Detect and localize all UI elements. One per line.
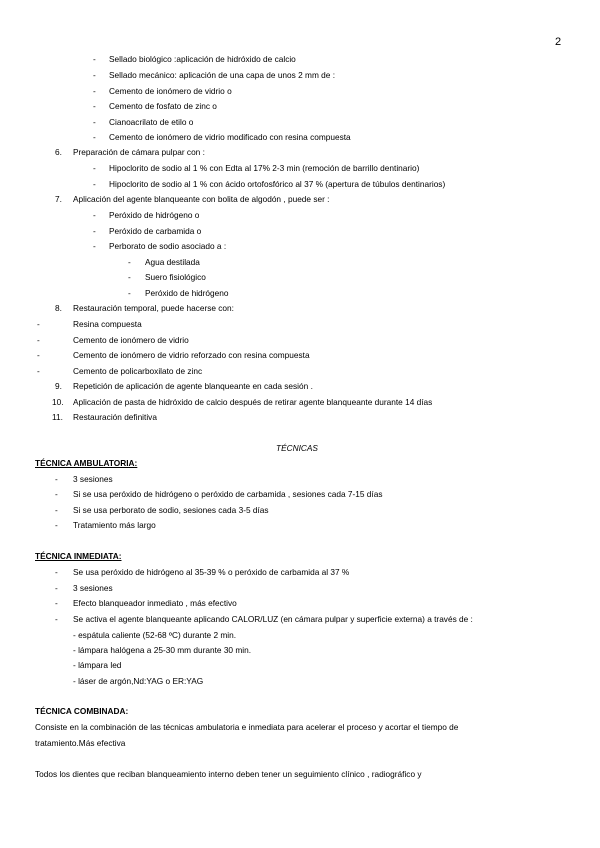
- section-heading: TÉCNICA COMBINADA:: [35, 706, 129, 716]
- list-item: Cemento de ionómero de vidrio: [73, 335, 189, 345]
- bullet-dash: -: [55, 614, 58, 624]
- bullet-dash: -: [93, 54, 96, 64]
- bullet-dash: -: [93, 241, 96, 251]
- step-text: Restauración temporal, puede hacerse con:: [73, 303, 234, 313]
- step-text: Repetición de aplicación de agente blanqueante en cada sesión .: [73, 381, 313, 391]
- bullet-dash: -: [93, 226, 96, 236]
- step-text: Aplicación de pasta de hidróxido de calcio después de retirar agente blanqueante durante 14 días: [73, 397, 433, 407]
- list-item: Cemento de ionómero de vidrio modificado con resina compuesta: [109, 132, 351, 142]
- step-number: 11.: [52, 412, 63, 422]
- bullet-dash: -: [55, 598, 58, 608]
- bullet-dash: -: [37, 335, 40, 345]
- list-item: Cianoacrilato de etilo o: [109, 117, 194, 127]
- section-heading: TÉCNICA INMEDIATA:: [35, 551, 122, 561]
- bullet-dash: -: [37, 319, 40, 329]
- bullet-dash: -: [93, 163, 96, 173]
- list-item: Si se usa peróxido de hidrógeno o peróxido de carbamida , sesiones cada 7-15 días: [73, 489, 383, 499]
- list-item: Se activa el agente blanqueante aplicando CALOR/LUZ (en cámara pulpar y superficie externa) a través de :: [73, 614, 473, 624]
- step-text: Restauración definitiva: [73, 412, 157, 422]
- list-item: Sellado mecánico: aplicación de una capa de unos 2 mm de :: [109, 70, 336, 80]
- sub-list-item: - lámpara led: [73, 660, 122, 670]
- list-item: Cemento de ionómero de vidrio o: [109, 86, 232, 96]
- list-item: Hipoclorito de sodio al 1 % con Edta al 17% 2-3 min (remoción de barrillo dentinario): [109, 163, 420, 173]
- list-item: Cemento de policarboxilato de zinc: [73, 366, 203, 376]
- bullet-dash: -: [93, 132, 96, 142]
- bullet-dash: -: [55, 505, 58, 515]
- step-text: Aplicación del agente blanqueante con bolita de algodón , puede ser :: [73, 194, 330, 204]
- list-item: Perborato de sodio asociado a :: [109, 241, 227, 251]
- bullet-dash: -: [93, 86, 96, 96]
- section-heading: TÉCNICA AMBULATORIA:: [35, 458, 138, 468]
- list-item: Efecto blanqueador inmediato , más efectivo: [73, 598, 237, 608]
- list-item: Cemento de fosfato de zinc o: [109, 101, 217, 111]
- list-item: 3 sesiones: [73, 474, 113, 484]
- list-item: Sellado biológico :aplicación de hidróxido de calcio: [109, 54, 296, 64]
- bullet-dash: -: [93, 117, 96, 127]
- sub-list-item: - lámpara halógena a 25-30 mm durante 30 min.: [73, 645, 252, 655]
- paragraph-line: Consiste en la combinación de las técnicas ambulatoria e inmediata para acelerar el proceso y acortar el tiempo de: [35, 722, 459, 732]
- paragraph-line: tratamiento.Más efectiva: [35, 738, 126, 748]
- section-title: TÉCNICAS: [276, 443, 318, 453]
- step-number: 8.: [55, 303, 62, 313]
- list-item: 3 sesiones: [73, 583, 113, 593]
- bullet-dash: -: [55, 489, 58, 499]
- bullet-dash: -: [55, 583, 58, 593]
- sub-list-item: - espátula caliente (52-68 ºC) durante 2 min.: [73, 630, 237, 640]
- bullet-dash: -: [93, 179, 96, 189]
- list-item: Resina compuesta: [73, 319, 142, 329]
- list-item: Peróxido de carbamida o: [109, 226, 202, 236]
- step-text: Preparación de cámara pulpar con :: [73, 147, 205, 157]
- list-item: Hipoclorito de sodio al 1 % con ácido ortofosfórico al 37 % (apertura de túbulos dentinarios): [109, 179, 446, 189]
- bullet-dash: -: [37, 366, 40, 376]
- bullet-dash: -: [128, 257, 131, 267]
- list-item: Se usa peróxido de hidrógeno al 35-39 % o peróxido de carbamida al 37 %: [73, 567, 350, 577]
- bullet-dash: -: [93, 101, 96, 111]
- sub-list-item: Peróxido de hidrógeno: [145, 288, 229, 298]
- paragraph-line: Todos los dientes que reciban blanqueamiento interno deben tener un seguimiento clínico , radiográfico y: [35, 769, 422, 779]
- step-number: 7.: [55, 194, 62, 204]
- step-number: 9.: [55, 381, 62, 391]
- bullet-dash: -: [93, 210, 96, 220]
- step-number: 6.: [55, 147, 62, 157]
- bullet-dash: -: [93, 70, 96, 80]
- list-item: Cemento de ionómero de vidrio reforzado con resina compuesta: [73, 350, 310, 360]
- sub-list-item: Agua destilada: [145, 257, 200, 267]
- bullet-dash: -: [37, 350, 40, 360]
- bullet-dash: -: [55, 474, 58, 484]
- page-number: 2: [555, 36, 562, 48]
- bullet-dash: -: [55, 567, 58, 577]
- bullet-dash: -: [128, 272, 131, 282]
- sub-list-item: Suero fisiológico: [145, 272, 206, 282]
- step-number: 10.: [52, 397, 64, 407]
- list-item: Peróxido de hidrógeno o: [109, 210, 200, 220]
- list-item: Tratamiento más largo: [73, 520, 156, 530]
- bullet-dash: -: [128, 288, 131, 298]
- sub-list-item: - láser de argón,Nd:YAG o ER:YAG: [73, 676, 204, 686]
- bullet-dash: -: [55, 520, 58, 530]
- list-item: Si se usa perborato de sodio, sesiones cada 3-5 días: [73, 505, 269, 515]
